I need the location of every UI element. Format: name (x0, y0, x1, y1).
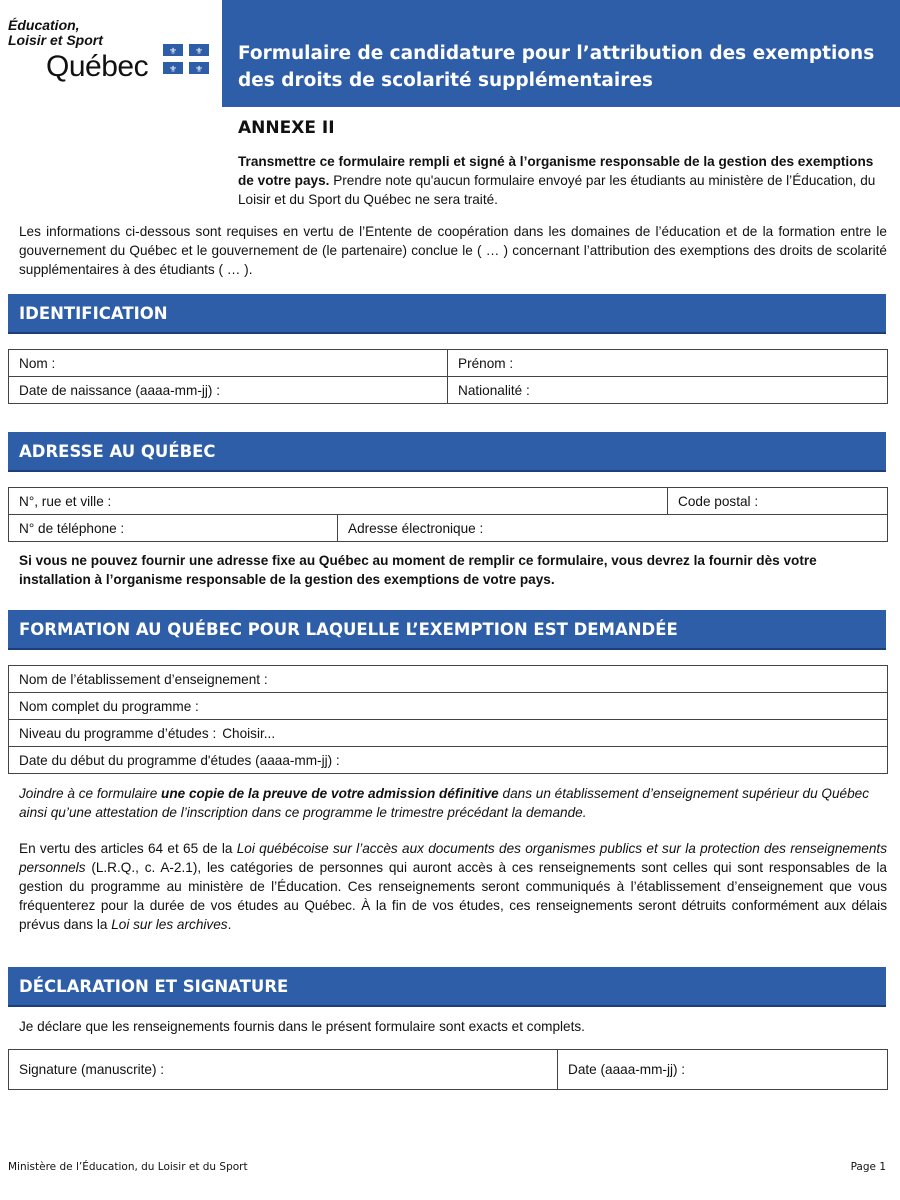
programme-field[interactable] (9, 693, 888, 720)
declaration-text: Je déclare que les renseignements fournis dans le présent formulaire sont exacts et complets. (19, 1019, 585, 1034)
quebec-flag-icon (163, 44, 209, 74)
legal-law-1: Loi québécoise sur l’accès aux documents des organismes publics et sur la protection des renseignements personnels (19, 841, 887, 875)
signature-table (8, 1049, 888, 1090)
date-signature-field[interactable] (558, 1050, 888, 1090)
rue-label: N°, rue et ville : (19, 493, 112, 509)
logo-line-1: Éducation, (8, 17, 80, 33)
signature-field[interactable] (9, 1050, 558, 1090)
telephone-label: N° de téléphone : (19, 520, 125, 536)
joindre-text-a: Joindre à ce formulaire (19, 786, 162, 801)
transmit-rest-text: Prendre note qu'aucun formulaire envoyé par les étudiants au ministère de l’Éducation, du Loisir et du Sport du Québec ne sera traité. (238, 173, 876, 207)
svg-text:⚜: ⚜ (194, 47, 204, 57)
nom-field[interactable] (9, 350, 448, 377)
date-debut-label: Date du début du programme d'études (aaaa-mm-jj) : (19, 752, 340, 768)
date-signature-label: Date (aaaa-mm-jj) : (568, 1062, 686, 1077)
svg-text:⚜: ⚜ (168, 65, 178, 74)
code-postal-field[interactable] (668, 488, 888, 515)
annexe-label: ANNEXE II (238, 118, 335, 138)
adresse-note: Si vous ne pouvez fournir une adresse fixe au Québec au moment de remplir ce formulaire, vous devrez la fournir dès votre installation à l’organisme responsable de la gestion des exemptions de votre pays. (19, 553, 817, 587)
nom-label: Nom : (19, 355, 56, 371)
info-paragraph: Les informations ci-dessous sont requises en vertu de l’Entente de coopération dans les domaines de l’éducation et de la formation entre le gouvernement du Québec et le gouvernement de (le partenaire) conclue le ( … ) concernant l’attribution des exemptions des droits de scolarité supplémentaires à des étudiants ( … ). (19, 224, 887, 277)
etablissement-field[interactable] (9, 666, 888, 693)
rue-field[interactable] (9, 488, 668, 515)
section-adresse: ADRESSE AU QUÉBEC (8, 432, 886, 472)
adresse-table (8, 487, 888, 542)
section-declaration: DÉCLARATION ET SIGNATURE (8, 967, 886, 1007)
legal-text-2: (L.R.Q., c. A-2.1), les catégories de personnes qui auront accès à ces renseignements sont celles qui sont responsables de la gestion du programme au ministère de l’Éducation. Ces renseignements seront communiqués à l’établissement d’enseignement que vous fréquenterez pour la durée de vos études au Québec. À la fin de vos études, ces renseignements seront détruits conformément aux délais prévus dans la (19, 860, 887, 932)
logo-quebec-wordmark: Québec (46, 50, 149, 83)
programme-label: Nom complet du programme : (19, 698, 199, 714)
identification-table (8, 349, 888, 404)
nationalite-label: Nationalité : (458, 382, 530, 398)
signature-label: Signature (manuscrite) : (19, 1062, 165, 1077)
nationalite-field[interactable] (448, 377, 888, 404)
date-naissance-label: Date de naissance (aaaa-mm-jj) : (19, 382, 220, 398)
joindre-text-bold: une copie de la preuve de votre admission définitive (161, 786, 499, 801)
niveau-field (9, 720, 888, 747)
courriel-label: Adresse électronique : (348, 520, 484, 536)
section-identification: IDENTIFICATION (8, 294, 886, 334)
legal-text-3: . (227, 917, 232, 932)
date-naissance-field[interactable] (9, 377, 448, 404)
code-postal-label: Code postal : (678, 493, 759, 509)
telephone-field[interactable] (9, 515, 338, 542)
prenom-label: Prénom : (458, 355, 514, 371)
date-debut-field[interactable] (9, 747, 888, 774)
niveau-label: Niveau du programme d’études : (19, 725, 217, 741)
transmit-instructions (238, 152, 886, 209)
footer-ministry: Ministère de l’Éducation, du Loisir et du Sport (8, 1161, 248, 1173)
svg-text:⚜: ⚜ (194, 65, 204, 74)
niveau-select[interactable]: Choisir... (222, 725, 276, 741)
legal-text-1: En vertu des articles 64 et 65 de la (19, 841, 237, 856)
courriel-field[interactable] (338, 515, 888, 542)
logo-line-2: Loisir et Sport (8, 32, 103, 48)
legal-law-2: Loi sur les archives (111, 917, 228, 932)
formation-table (8, 665, 888, 774)
transmit-bold-text: Transmettre ce formulaire rempli et signé à l’organisme responsable de la gestion des exemptions de votre pays. (238, 154, 874, 188)
joindre-text-c: dans un établissement d’enseignement supérieur du Québec ainsi qu’une attestation de l’inscription dans ce programme le trimestre précédant la demande. (19, 786, 870, 820)
section-formation: FORMATION AU QUÉBEC POUR LAQUELLE L’EXEMPTION EST DEMANDÉE (8, 610, 886, 650)
etablissement-label: Nom de l’établissement d’enseignement : (19, 671, 268, 687)
footer-page-number: Page 1 (850, 1161, 886, 1173)
ministry-logo (8, 18, 218, 88)
legal-paragraph (19, 839, 887, 934)
svg-text:⚜: ⚜ (168, 47, 178, 57)
form-title: Formulaire de candidature pour l’attribution des exemptions des droits de scolarité supplémentaires (222, 0, 900, 107)
prenom-field[interactable] (448, 350, 888, 377)
joindre-note (19, 784, 887, 822)
